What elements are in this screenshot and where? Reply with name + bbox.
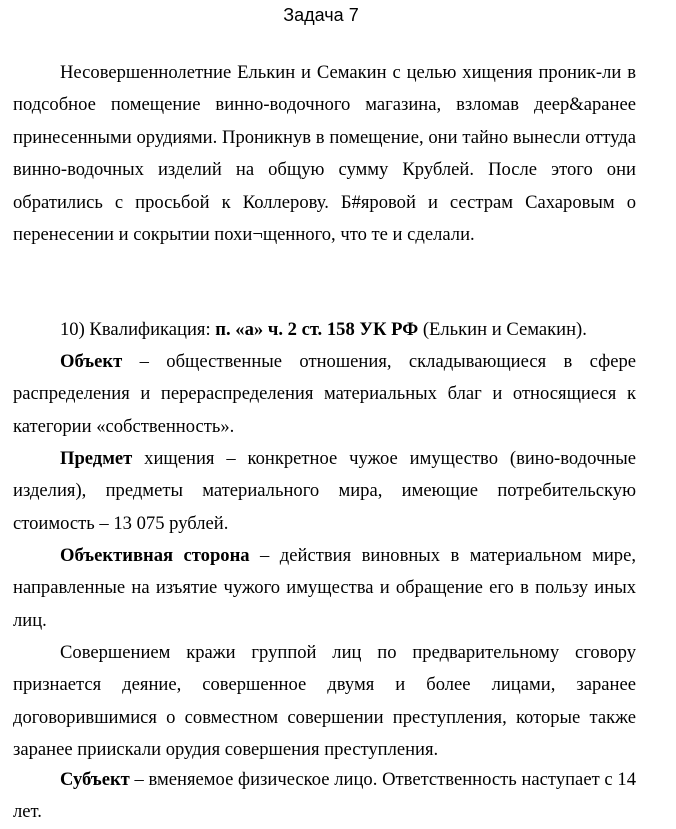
subject-term: Субъект bbox=[60, 769, 130, 790]
objective-side-paragraph bbox=[13, 540, 636, 637]
objective-side-text: – действия виновных в материальном мире, направленные на изъятие чужого имущества и обращение его в пользу иных лиц. bbox=[13, 545, 637, 631]
page-title: Задача 7 bbox=[283, 5, 359, 25]
subject-matter-paragraph bbox=[13, 443, 636, 540]
group-theft-paragraph bbox=[13, 637, 636, 767]
qualification-prefix: 10) Квалификация: bbox=[60, 319, 216, 340]
subject-paragraph bbox=[13, 764, 636, 829]
qualification-article: п. «а» ч. 2 ст. 158 УК РФ bbox=[215, 319, 419, 340]
group-theft-text: Совершением кражи группой лиц по предварительному сговору признается деяние, совершенное двумя и более лицами, заранее договорившимися о совместном совершении преступления, которые также заранее приискали орудия совершения преступления. bbox=[13, 642, 636, 761]
subject-text: – вменяемое физическое лицо. Ответственность наступает с 14 лет. bbox=[13, 769, 636, 823]
subject-matter-term: Предмет bbox=[60, 448, 133, 469]
qualification-suffix: (Елькин и Семакин). bbox=[418, 319, 587, 340]
object-paragraph bbox=[13, 346, 636, 443]
object-text: – общественные отношения, складывающиеся в сфере распределения и перераспределения материальных благ и относящиеся к категории «собственность». bbox=[13, 351, 636, 437]
objective-side-term: Объективная сторона bbox=[60, 545, 250, 566]
subject-matter-text: хищения – конкретное чужое имущество (вино-водочные изделия), предметы материального мира, имеющие потребительскую стоимость – 13 075 рублей. bbox=[13, 448, 636, 534]
qualification-paragraph bbox=[13, 314, 636, 346]
task-text: Несовершеннолетние Елькин и Семакин с целью хищения проник-ли в подсобное помещение винно-водочного магазина, взломав деер&аранее принесенными орудиями. Проникнув в помещение, они тайно вынесли оттуда винно-водочных изделий на общую сумму Крублей. После этого они обратились с просьбой к Коллерову. Б#яровой и сестрам Сахаровым о перенесении и сокрытии похи¬щенного, что те и сделали. bbox=[13, 62, 636, 246]
object-term: Объект bbox=[60, 351, 123, 372]
task-paragraph bbox=[13, 57, 636, 251]
